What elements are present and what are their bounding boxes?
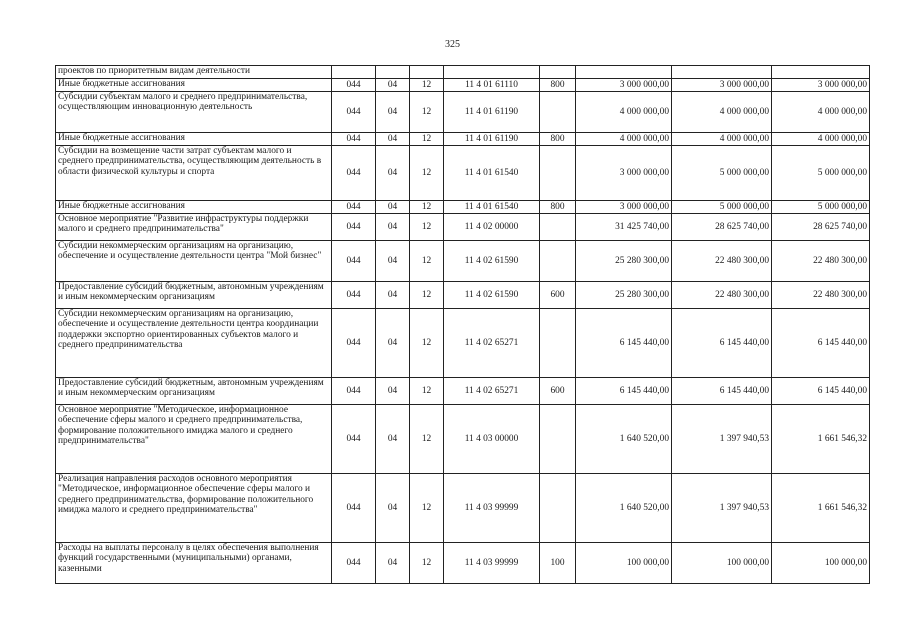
target-article-code: 11 4 02 00000 [444, 214, 540, 241]
section-code [376, 66, 410, 79]
expense-type-code [540, 309, 576, 378]
row-name: Субсидии субъектам малого и среднего предпринимательства, осуществляющим инновационную деятельность [56, 92, 332, 133]
expense-type-code: 600 [540, 282, 576, 309]
amount-year-1: 4 000 000,00 [576, 133, 672, 146]
expense-type-code [540, 66, 576, 79]
amount-year-3: 1 661 546,32 [772, 474, 870, 543]
subsection-code: 12 [410, 146, 444, 201]
amount-year-3: 6 145 440,00 [772, 309, 870, 378]
section-code: 04 [376, 282, 410, 309]
target-article-code [444, 66, 540, 79]
subsection-code: 12 [410, 133, 444, 146]
table-row [56, 378, 870, 405]
row-name: Субсидии некоммерческим организациям на организацию, обеспечение и осуществление деятельности центра координации поддержки экспортно ориентированных субъектов малого и среднего предпринимательства [56, 309, 332, 378]
ministry-code: 044 [332, 133, 376, 146]
amount-year-3: 28 625 740,00 [772, 214, 870, 241]
expense-type-code: 100 [540, 543, 576, 584]
ministry-code: 044 [332, 241, 376, 282]
amount-year-2: 22 480 300,00 [672, 241, 772, 282]
subsection-code: 12 [410, 378, 444, 405]
amount-year-1: 1 640 520,00 [576, 405, 672, 474]
ministry-code: 044 [332, 282, 376, 309]
budget-table [55, 65, 870, 584]
amount-year-1: 3 000 000,00 [576, 79, 672, 92]
table-row [56, 241, 870, 282]
subsection-code: 12 [410, 309, 444, 378]
amount-year-3: 5 000 000,00 [772, 146, 870, 201]
ministry-code: 044 [332, 146, 376, 201]
table-row [56, 79, 870, 92]
target-article-code: 11 4 01 61540 [444, 201, 540, 214]
table-row [56, 543, 870, 584]
table-row [56, 282, 870, 309]
row-name: Основное мероприятие "Методическое, информационное обеспечение сферы малого и среднего предпринимательства, формирование положительного имиджа малого и среднего предпринимательства" [56, 405, 332, 474]
amount-year-1: 4 000 000,00 [576, 92, 672, 133]
table-row [56, 92, 870, 133]
row-name: Основное мероприятие "Развитие инфраструктуры поддержки малого и среднего предпринимательства" [56, 214, 332, 241]
amount-year-3: 22 480 300,00 [772, 282, 870, 309]
amount-year-3: 6 145 440,00 [772, 378, 870, 405]
expense-type-code [540, 146, 576, 201]
target-article-code: 11 4 02 61590 [444, 282, 540, 309]
amount-year-1 [576, 66, 672, 79]
row-name: Предоставление субсидий бюджетным, автономным учреждениям и иным некоммерческим организациям [56, 282, 332, 309]
section-code: 04 [376, 543, 410, 584]
amount-year-2: 6 145 440,00 [672, 309, 772, 378]
amount-year-3: 22 480 300,00 [772, 241, 870, 282]
section-code: 04 [376, 133, 410, 146]
row-name: Реализация направления расходов основного мероприятия "Методическое, информационное обеспечение сферы малого и среднего предпринимательства, формирование положительного имиджа малого и среднего предпринимательства" [56, 474, 332, 543]
table-row [56, 201, 870, 214]
subsection-code [410, 66, 444, 79]
section-code: 04 [376, 201, 410, 214]
row-name: проектов по приоритетным видам деятельности [56, 66, 332, 79]
amount-year-3: 100 000,00 [772, 543, 870, 584]
section-code: 04 [376, 309, 410, 378]
amount-year-2 [672, 66, 772, 79]
row-name: Иные бюджетные ассигнования [56, 79, 332, 92]
expense-type-code [540, 405, 576, 474]
row-name: Субсидии некоммерческим организациям на организацию, обеспечение и осуществление деятельности центра "Мой бизнес" [56, 241, 332, 282]
amount-year-2: 22 480 300,00 [672, 282, 772, 309]
amount-year-3: 3 000 000,00 [772, 79, 870, 92]
table-row [56, 405, 870, 474]
target-article-code: 11 4 02 61590 [444, 241, 540, 282]
target-article-code: 11 4 03 99999 [444, 543, 540, 584]
table-row [56, 214, 870, 241]
page-number: 325 [445, 39, 460, 50]
amount-year-3: 4 000 000,00 [772, 133, 870, 146]
ministry-code: 044 [332, 214, 376, 241]
amount-year-1: 3 000 000,00 [576, 201, 672, 214]
ministry-code: 044 [332, 378, 376, 405]
target-article-code: 11 4 03 99999 [444, 474, 540, 543]
table-row [56, 309, 870, 378]
subsection-code: 12 [410, 79, 444, 92]
ministry-code: 044 [332, 79, 376, 92]
subsection-code: 12 [410, 214, 444, 241]
target-article-code: 11 4 02 65271 [444, 309, 540, 378]
expense-type-code: 800 [540, 201, 576, 214]
target-article-code: 11 4 01 61540 [444, 146, 540, 201]
section-code: 04 [376, 405, 410, 474]
table-row [56, 474, 870, 543]
subsection-code: 12 [410, 282, 444, 309]
section-code: 04 [376, 79, 410, 92]
target-article-code: 11 4 01 61190 [444, 92, 540, 133]
target-article-code: 11 4 02 65271 [444, 378, 540, 405]
amount-year-1: 25 280 300,00 [576, 282, 672, 309]
subsection-code: 12 [410, 92, 444, 133]
row-name: Расходы на выплаты персоналу в целях обеспечения выполнения функций государственными (муниципальными) органами, казенными [56, 543, 332, 584]
amount-year-3 [772, 66, 870, 79]
row-name: Субсидии на возмещение части затрат субъектам малого и среднего предпринимательства, осуществляющим деятельность в области физической культуры и спорта [56, 146, 332, 201]
expense-type-code: 600 [540, 378, 576, 405]
amount-year-1: 1 640 520,00 [576, 474, 672, 543]
ministry-code: 044 [332, 405, 376, 474]
amount-year-1: 25 280 300,00 [576, 241, 672, 282]
amount-year-3: 4 000 000,00 [772, 92, 870, 133]
amount-year-2: 4 000 000,00 [672, 92, 772, 133]
section-code: 04 [376, 241, 410, 282]
target-article-code: 11 4 01 61190 [444, 133, 540, 146]
amount-year-2: 1 397 940,53 [672, 405, 772, 474]
ministry-code: 044 [332, 543, 376, 584]
table-row [56, 133, 870, 146]
ministry-code: 044 [332, 309, 376, 378]
amount-year-2: 100 000,00 [672, 543, 772, 584]
subsection-code: 12 [410, 201, 444, 214]
amount-year-1: 3 000 000,00 [576, 146, 672, 201]
expense-type-code: 800 [540, 133, 576, 146]
amount-year-2: 28 625 740,00 [672, 214, 772, 241]
table-row [56, 146, 870, 201]
amount-year-1: 6 145 440,00 [576, 309, 672, 378]
row-name: Иные бюджетные ассигнования [56, 133, 332, 146]
subsection-code: 12 [410, 241, 444, 282]
amount-year-2: 3 000 000,00 [672, 79, 772, 92]
amount-year-1: 100 000,00 [576, 543, 672, 584]
ministry-code: 044 [332, 92, 376, 133]
subsection-code: 12 [410, 474, 444, 543]
amount-year-2: 6 145 440,00 [672, 378, 772, 405]
amount-year-3: 1 661 546,32 [772, 405, 870, 474]
expense-type-code [540, 474, 576, 543]
section-code: 04 [376, 378, 410, 405]
ministry-code [332, 66, 376, 79]
amount-year-1: 31 425 740,00 [576, 214, 672, 241]
amount-year-2: 5 000 000,00 [672, 146, 772, 201]
amount-year-3: 5 000 000,00 [772, 201, 870, 214]
expense-type-code [540, 214, 576, 241]
target-article-code: 11 4 03 00000 [444, 405, 540, 474]
expense-type-code [540, 92, 576, 133]
row-name: Предоставление субсидий бюджетным, автономным учреждениям и иным некоммерческим организациям [56, 378, 332, 405]
amount-year-1: 6 145 440,00 [576, 378, 672, 405]
table-row [56, 66, 870, 79]
section-code: 04 [376, 474, 410, 543]
ministry-code: 044 [332, 201, 376, 214]
amount-year-2: 4 000 000,00 [672, 133, 772, 146]
row-name: Иные бюджетные ассигнования [56, 201, 332, 214]
ministry-code: 044 [332, 474, 376, 543]
expense-type-code: 800 [540, 79, 576, 92]
subsection-code: 12 [410, 543, 444, 584]
amount-year-2: 1 397 940,53 [672, 474, 772, 543]
target-article-code: 11 4 01 61110 [444, 79, 540, 92]
expense-type-code [540, 241, 576, 282]
section-code: 04 [376, 92, 410, 133]
subsection-code: 12 [410, 405, 444, 474]
amount-year-2: 5 000 000,00 [672, 201, 772, 214]
section-code: 04 [376, 146, 410, 201]
section-code: 04 [376, 214, 410, 241]
